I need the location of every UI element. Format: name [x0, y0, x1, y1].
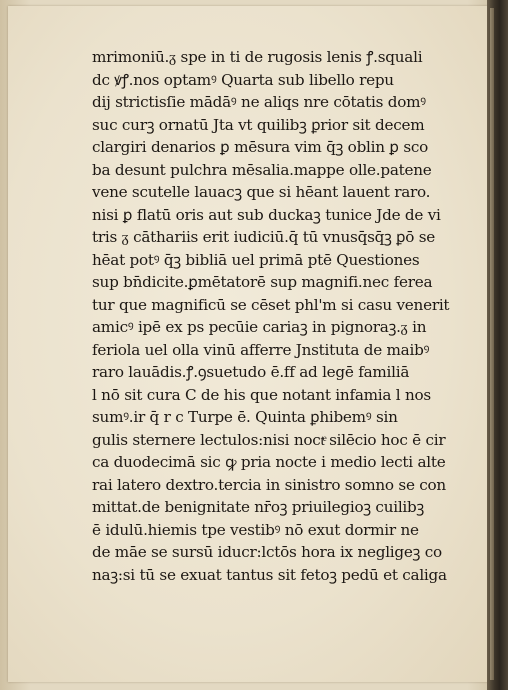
text-line: de māe se sursū iducr:lctōs hora ix negligeꝫ co — [92, 543, 442, 561]
text-line: raro lauādis.ꝭ.ꝯsuetudo ē.ff ad legē familiā — [92, 363, 410, 381]
text-line: sumꝰ.ir q̄ r c Turpe ē. Quinta ꝑhibemꝰ sin — [92, 408, 398, 426]
text-line: dij strictisſie mādāꝰ ne aliqs nre cōtatis domꝰ — [92, 93, 426, 111]
page-edge — [490, 8, 494, 680]
text-line: sup bn̄dicite.ꝑmētatorē sup magnifi.nec ferea — [92, 273, 433, 291]
text-line: mittat.de benignitate nr̄oꝫ priuilegioꝫ cuilibꝫ — [92, 498, 425, 516]
book-page — [8, 6, 489, 682]
text-line: tris ᵹ cāthariis erit iudiciū.q̄ tū vnusq̄sq̄ꝫ ꝑō se — [92, 228, 436, 246]
text-line: l nō sit cura C de his que notant infamia l nos — [92, 385, 431, 404]
text-line: feriola uel olla vinū afferre Jnstituta de maibꝰ — [92, 340, 430, 359]
text-line: ca duodecimā sic ꝙ pria nocte i medio lecti alte — [92, 453, 446, 471]
text-line: naꝫ:si tū se exuat tantus sit fetoꝫ pedū et caliga — [92, 565, 447, 584]
text-line: ē idulū.hiemis tpe vestibꝰ nō exut dormir ne — [92, 520, 419, 539]
text-line: mrimoniū.ᵹ spe in ti de rugosis lenis ꝭ.squali — [92, 48, 423, 66]
text-line: suc curꝫ ornatū Jta vt quilibꝫ ꝑrior sit decem — [92, 115, 425, 134]
text-line: rai latero dextro.tercia in sinistro somno se con — [92, 475, 446, 494]
text-line: vene scutelle lauacꝫ que si hēant lauent raro. — [92, 183, 431, 201]
text-line: clargiri denarios ꝑ mēsura vim q̄ꝫ oblin ꝑ sco — [92, 138, 429, 156]
text-line: amicꝰ ipē ex ps pecūie cariaꝫ in pignoraꝫ.ᵹ in — [92, 318, 427, 336]
text-line: dc ꝟꝭ.nos optamꝰ Quarta sub libello repu — [92, 70, 394, 89]
text-line: gulis sternere lectulos:nisi noctͤ silēcio hoc ē cir — [92, 430, 446, 449]
text-line: tur que magnificū se cēset phl'm si casu venerit — [92, 295, 450, 314]
text-line: ba desunt pulchra mēsalia.mappe olle.patene — [92, 160, 432, 179]
text-block — [92, 46, 452, 586]
text-line: hēat potꝰ q̄ꝫ bibliā uel primā ptē Questiones — [92, 250, 420, 269]
text-line: nisi ꝑ flatū oris aut sub duckaꝫ tunice Jde de vi — [92, 205, 441, 224]
